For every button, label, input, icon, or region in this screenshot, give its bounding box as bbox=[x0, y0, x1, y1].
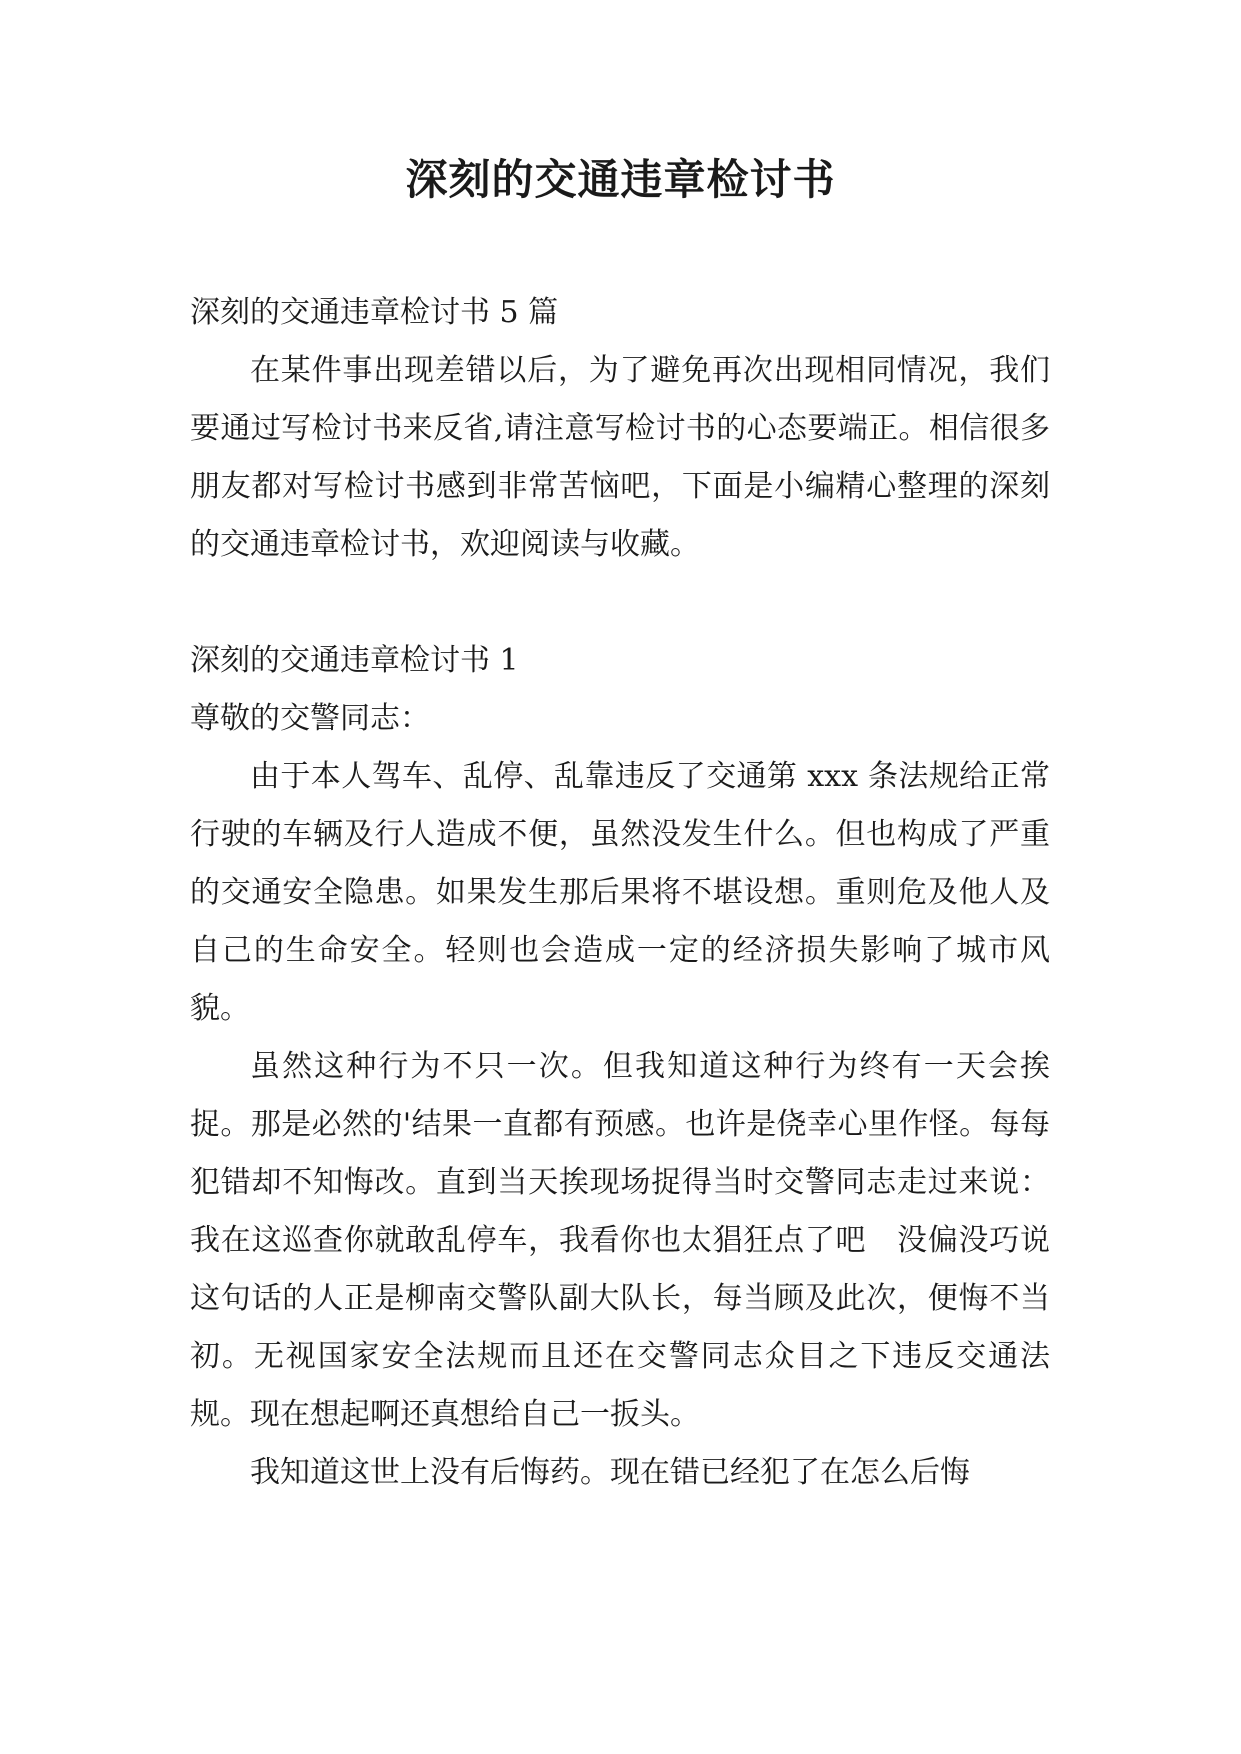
body-paragraph: 我知道这世上没有后悔药。现在错已经犯了在怎么后悔 bbox=[250, 1455, 970, 1490]
document-title: 深刻的交通违章检讨书 bbox=[405, 155, 836, 204]
document-body bbox=[190, 284, 1050, 1502]
document-subtitle: 深刻的交通违章检讨书 5 篇 bbox=[190, 295, 559, 330]
salutation: 尊敬的交警同志： bbox=[190, 701, 430, 736]
body-paragraph: 虽然这种行为不只一次。但我知道这种行为终有一天会挨捉。那是必然的'结果一直都有预感。也许是侥幸心里作怪。每每犯错却不知悔改。直到当天挨现场捉得当时交警同志走过来说：我在这巡查你就敢乱停车，我看你也太猖狂点了吧 没偏没巧说这句话的人正是柳南交警队副大队长，每当顾及此次，便悔不当初。无视国家安全法规而且还在交警同志众目之下违反交通法规。现在想起啊还真想给自己一扳头。 bbox=[190, 1049, 1050, 1432]
body-paragraph: 由于本人驾车、乱停、乱靠违反了交通第 xxx 条法规给正常行驶的车辆及行人造成不便，虽然没发生什么。但也构成了严重的交通安全隐患。如果发生那后果将不堪设想。重则危及他人及自己的生命安全。轻则也会造成一定的经济损失影响了城市风貌。 bbox=[190, 759, 1050, 1026]
intro-paragraph: 在某件事出现差错以后，为了避免再次出现相同情况，我们要通过写检讨书来反省,请注意写检讨书的心态要端正。相信很多朋友都对写检讨书感到非常苦恼吧，下面是小编精心整理的深刻的交通违章检讨书，欢迎阅读与收藏。 bbox=[190, 353, 1050, 562]
section-heading: 深刻的交通违章检讨书 1 bbox=[190, 643, 519, 678]
